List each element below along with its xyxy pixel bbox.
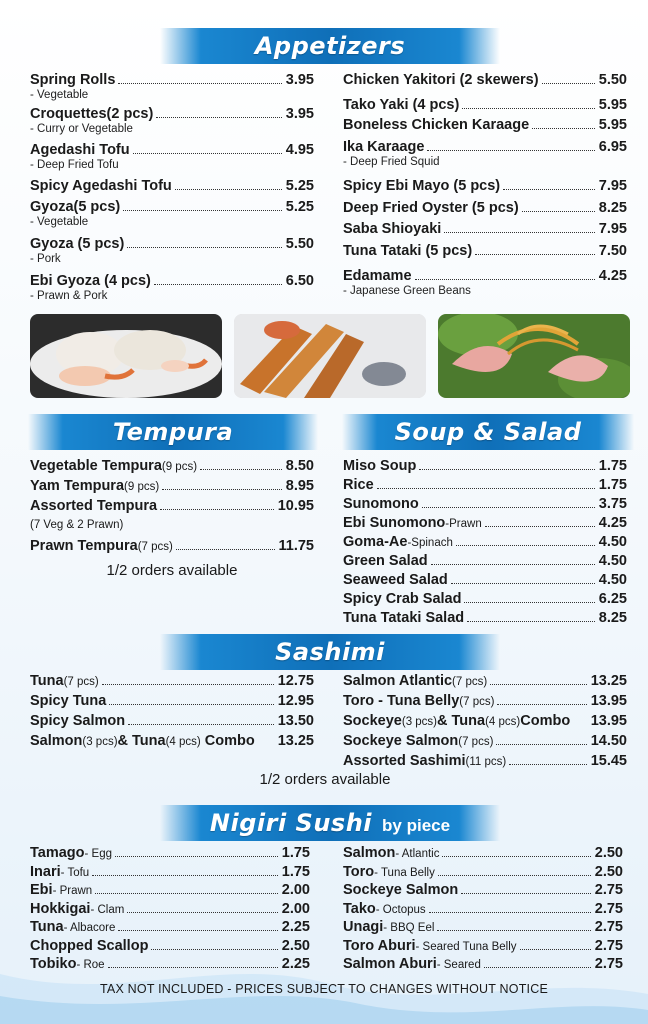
tempura-half-orders-note: 1/2 orders available	[106, 562, 238, 579]
menu-item: Tuna Tataki (5 pcs) 7.50	[343, 243, 627, 259]
menu-item: Ebi - Prawn 2.00	[30, 882, 310, 898]
menu-item: Spicy Salmon 13.50	[30, 713, 314, 729]
sashimi-half-orders-note: 1/2 orders available	[259, 771, 391, 788]
menu-item: Vegetable Tempura (9 pcs) 8.50	[30, 458, 314, 474]
menu-item: Salmon (3 pcs) & Tuna (4 pcs) Combo 13.25	[30, 733, 314, 749]
menu-item: Spicy Agedashi Tofu 5.25	[30, 178, 314, 194]
menu-item: Salmon Aburi - Seared 2.75	[343, 956, 623, 972]
menu-item: Gyoza (5 pcs) 5.25 - Vegetable	[30, 199, 314, 228]
menu-item: Assorted Tempura 10.95	[30, 498, 314, 514]
soup-salad-heading: Soup & Salad	[394, 418, 582, 446]
tempura-banner	[28, 414, 318, 450]
menu-item: Toro - Tuna Belly 2.50	[343, 863, 623, 880]
menu-item: Tobiko - Roe 2.25	[30, 956, 310, 972]
sashimi-right-column	[343, 673, 627, 773]
appetizers-banner	[160, 28, 500, 64]
tempura-heading: Tempura	[112, 418, 234, 446]
menu-item: Croquettes (2 pcs) 3.95 - Curry or Vegetable	[30, 106, 314, 135]
menu-item: Spring Rolls 3.95 - Vegetable	[30, 72, 314, 101]
menu-item: Miso Soup 1.75	[343, 458, 627, 474]
menu-item: Boneless Chicken Karaage 5.95	[343, 117, 627, 133]
wave-decoration	[0, 934, 648, 1024]
footer-disclaimer: TAX NOT INCLUDED - PRICES SUBJECT TO CHANGES WITHOUT NOTICE	[100, 982, 548, 996]
menu-item: Ebi Sunomono -Prawn 4.25	[343, 515, 627, 531]
sashimi-banner	[160, 634, 500, 670]
menu-item: Unagi - BBQ Eel 2.75	[343, 919, 623, 935]
menu-item: Ika Karaage 6.95 - Deep Fried Squid	[343, 139, 627, 168]
menu-item: Toro Aburi - Seared Tuna Belly 2.75	[343, 937, 623, 954]
menu-item: Sockeye (3 pcs) & Tuna (4 pcs) Combo 13.95	[343, 713, 627, 729]
menu-item: Tuna - Albacore 2.25	[30, 919, 310, 935]
appetizers-left-column	[30, 72, 314, 307]
menu-item: Assorted Sashimi (11 pcs) 15.45	[343, 753, 627, 769]
soup-salad-banner	[342, 414, 634, 450]
appetizers-heading: Appetizers	[254, 32, 406, 60]
menu-item: Agedashi Tofu 4.95 - Deep Fried Tofu	[30, 142, 314, 171]
sashimi-left-column	[30, 673, 314, 753]
soup-salad-column	[343, 458, 627, 629]
menu-item: Salmon - Atlantic 2.50	[343, 845, 623, 861]
menu-item: Seaweed Salad 4.50	[343, 572, 627, 588]
tuna-tataki-salad-photo	[438, 314, 630, 398]
menu-item: Ebi Gyoza (4 pcs) 6.50 - Prawn & Pork	[30, 273, 314, 302]
menu-item: Prawn Tempura (7 pcs) 11.75	[30, 538, 314, 554]
menu-item: Spicy Crab Salad 6.25	[343, 591, 627, 607]
menu-item: Tuna (7 pcs) 12.75	[30, 673, 314, 689]
menu-item: Chicken Yakitori (2 skewers) 5.50	[343, 72, 627, 88]
nigiri-banner	[160, 805, 500, 841]
menu-item: Tako Yaki (4 pcs) 5.95	[343, 97, 627, 113]
menu-item: Inari - Tofu 1.75	[30, 863, 310, 880]
gyoza-photo	[30, 314, 222, 398]
menu-item: Yam Tempura (9 pcs) 8.95	[30, 478, 314, 494]
menu-item: Toro - Tuna Belly (7 pcs) 13.95	[343, 693, 627, 709]
menu-item: Sockeye Salmon (7 pcs) 14.50	[343, 733, 627, 749]
menu-item: Spicy Ebi Mayo (5 pcs) 7.95	[343, 178, 627, 194]
menu-item: Edamame 4.25 - Japanese Green Beans	[343, 268, 627, 297]
menu-item: Salmon Atlantic (7 pcs) 13.25	[343, 673, 627, 689]
menu-item: Saba Shioyaki 7.95	[343, 221, 627, 237]
menu-item: Sunomono 3.75	[343, 496, 627, 512]
sashimi-heading: Sashimi	[275, 638, 385, 666]
menu-item: Tuna Tataki Salad 8.25	[343, 610, 627, 626]
menu-item: Sockeye Salmon 2.75	[343, 882, 623, 898]
menu-item: Rice 1.75	[343, 477, 627, 493]
menu-item: Gyoza (5 pcs) 5.50 - Pork	[30, 236, 314, 265]
menu-item: Deep Fried Oyster (5 pcs) 8.25	[343, 200, 627, 216]
appetizers-right-column	[343, 72, 627, 302]
menu-item: Green Salad 4.50	[343, 553, 627, 569]
nigiri-subtitle: by piece	[382, 816, 451, 835]
nigiri-heading: Nigiri Sushi	[209, 809, 373, 837]
menu-item: Tako - Octopus 2.75	[343, 900, 623, 917]
tempura-column	[30, 458, 314, 558]
menu-item: Spicy Tuna 12.95	[30, 693, 314, 709]
menu-item-note: (7 Veg & 2 Prawn)	[30, 519, 124, 531]
menu-item: Chopped Scallop 2.50	[30, 937, 310, 954]
tempura-photo	[234, 314, 426, 398]
menu-item: Goma-Ae -Spinach 4.50	[343, 534, 627, 550]
menu-item: Hokkigai - Clam 2.00	[30, 900, 310, 917]
menu-item: Tamago - Egg 1.75	[30, 845, 310, 861]
